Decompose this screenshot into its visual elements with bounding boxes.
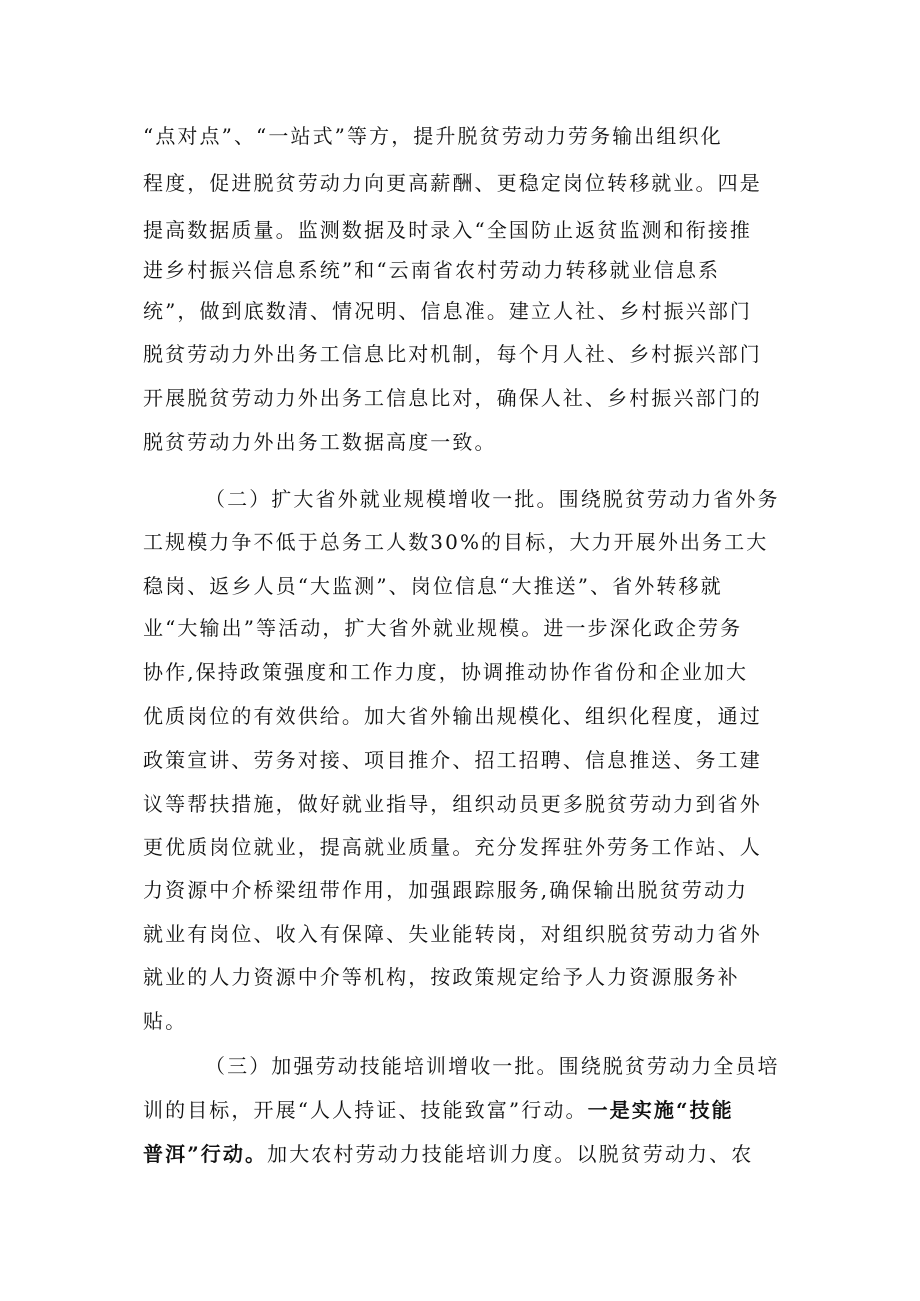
text-line: 就业的人力资源中介等机构，按政策规定给予人力资源服务补: [143, 965, 740, 989]
text-line: 贴。: [143, 1009, 188, 1033]
text-line: [143, 1140, 803, 1168]
bold-text-segment: 一是实施“技能: [587, 1098, 734, 1122]
bold-text-segment: 普洱”行动。: [143, 1142, 268, 1166]
text-line: 协作,保持政策强度和工作力度，协调推动协作省份和企业加大: [143, 660, 749, 684]
text-line: 进乡村振兴信息系统”和“云南省农村劳动力转移就业信息系: [143, 258, 721, 282]
text-line: 统”，做到底数清、情况明、信息准。建立人社、乡村振兴部门: [143, 299, 753, 323]
text-line: [143, 1096, 803, 1124]
text-line: 程度，促进脱贫劳动力向更高薪酬、更稳定岗位转移就业。四是: [143, 171, 762, 195]
text-line: 政策宣讲、劳务对接、项目推介、招工招聘、信息推送、务工建: [143, 748, 762, 772]
text-line: 更优质岗位就业，提高就业质量。充分发挥驻外劳务工作站、人: [143, 835, 762, 859]
text-line: 议等帮扶措施，做好就业指导，组织动员更多脱贫劳动力到省外: [143, 792, 762, 816]
text-line: 提高数据质量。监测数据及时录入“全国防止返贫监测和衔接推: [143, 218, 753, 242]
text-line: 就业有岗位、收入有保障、失业能转岗，对组织脱贫劳动力省外: [143, 922, 762, 946]
paragraph-heading-3: （三）加强劳动技能培训增收一批。围绕脱贫劳动力全员培: [205, 1054, 780, 1078]
text-line: 开展脱贫劳动力外出务工信息比对，确保人社、乡村振兴部门的: [143, 386, 762, 410]
text-line: 脱贫劳动力外出务工信息比对机制，每个月人社、乡村振兴部门: [143, 342, 762, 366]
text-line: 脱贫劳动力外出务工数据高度一致。: [143, 430, 497, 454]
text-segment: 训的目标，开展“人人持证、技能致富”行动。: [143, 1098, 588, 1122]
text-line: 力资源中介桥梁纽带作用，加强跟踪服务,确保输出脱贫劳动力: [143, 878, 749, 902]
text-segment: 加大农村劳动力技能培训力度。以脱贫劳动力、农: [267, 1142, 754, 1166]
paragraph-heading-2: （二）扩大省外就业规模增收一批。围绕脱贫劳动力省外务: [205, 487, 780, 511]
text-line: 优质岗位的有效供给。加大省外输出规模化、组织化程度，通过: [143, 704, 762, 728]
text-line: 稳岗、返乡人员“大监测”、岗位信息“大推送”、省外转移就: [143, 574, 723, 598]
text-line: 工规模力争不低于总务工人数30%的目标，大力开展外出务工大: [143, 530, 769, 554]
text-line: “点对点”、“一站式”等方，提升脱贫劳动力劳务输出组织化: [143, 124, 723, 148]
text-line: 业“大输出”等活动，扩大省外就业规模。进一步深化政企劳务: [143, 616, 743, 640]
